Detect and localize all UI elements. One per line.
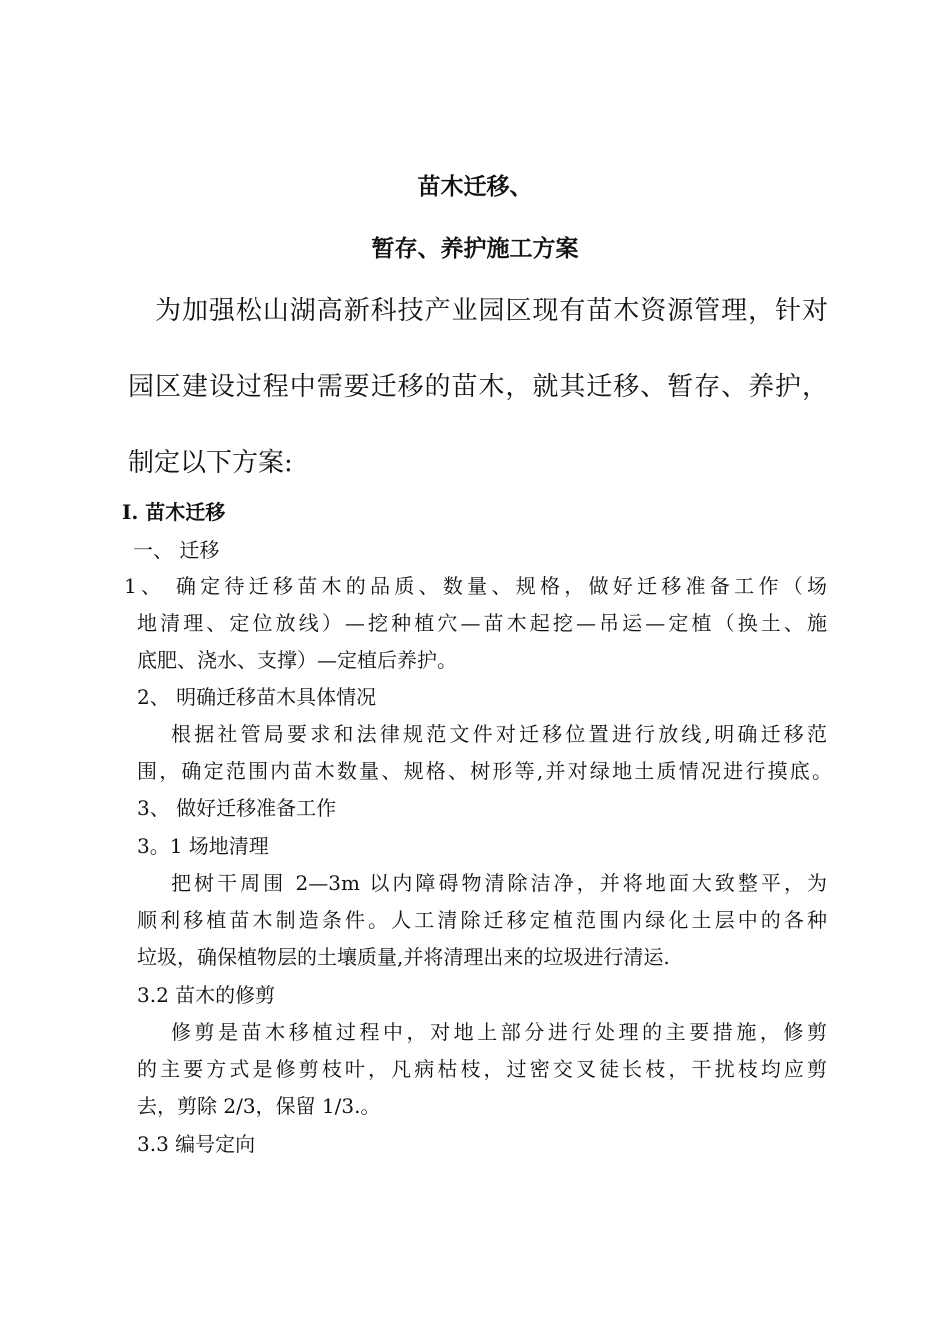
intro-line-2: 园区建设过程中需要迁移的苗木，就其迁移、暂存、养护， <box>128 372 828 402</box>
item2-heading: 2、 明确迁移苗木具体情况 <box>137 685 377 709</box>
title-line-2: 暂存、养护施工方案 <box>371 236 579 262</box>
subsection-3-2-line-1: 修剪是苗木移植过程中，对地上部分进行处理的主要措施，修剪 <box>171 1020 827 1044</box>
item2-line-1: 根据社管局要求和法律规范文件对迁移位置进行放线,明确迁移范 <box>171 722 827 746</box>
subsection-3-1-line-2: 顺利移植苗木制造条件。人工清除迁移定植范围内绿化土层中的各种 <box>137 908 827 932</box>
item2-line-2: 围，确定范围内苗木数量、规格、树形等,并对绿地土质情况进行摸底。 <box>137 759 832 783</box>
item3-heading: 3、 做好迁移准备工作 <box>137 796 337 820</box>
subsection-3-1-line-3: 垃圾，确保植物层的土壤质量,并将清理出来的垃圾进行清运. <box>137 945 670 969</box>
intro-line-3: 制定以下方案: <box>128 448 293 478</box>
subsection-3-3-heading: 3.3 编号定向 <box>137 1132 256 1156</box>
section-heading: I. 苗木迁移 <box>122 500 226 524</box>
intro-line-1: 为加强松山湖高新科技产业园区现有苗木资源管理，针对 <box>155 296 828 326</box>
subheading-migration: 一、 迁移 <box>133 538 220 562</box>
subsection-3-2-heading: 3.2 苗木的修剪 <box>137 983 276 1007</box>
subsection-3-2-line-2: 的主要方式是修剪枝叶，凡病枯枝，过密交叉徒长枝，干扰枝均应剪 <box>137 1057 827 1081</box>
subsection-3-2-line-3: 去，剪除 2/3，保留 1/3.。 <box>137 1094 381 1118</box>
subsection-3-1-line-1: 把树干周围 2—3m 以内障碍物清除洁净，并将地面大致整平，为 <box>171 871 827 895</box>
item1-line-1: 1、 确定待迁移苗木的品质、数量、规格，做好迁移准备工作（场 <box>124 574 827 598</box>
subsection-3-1-heading: 3。1 场地清理 <box>137 834 269 858</box>
item1-line-2: 地清理、定位放线）—挖种植穴—苗木起挖—吊运—定植（换土、施 <box>137 611 827 635</box>
item1-line-3: 底肥、浇水、支撑）—定植后养护。 <box>137 648 457 672</box>
title-line-1: 苗木迁移、 <box>417 174 533 200</box>
